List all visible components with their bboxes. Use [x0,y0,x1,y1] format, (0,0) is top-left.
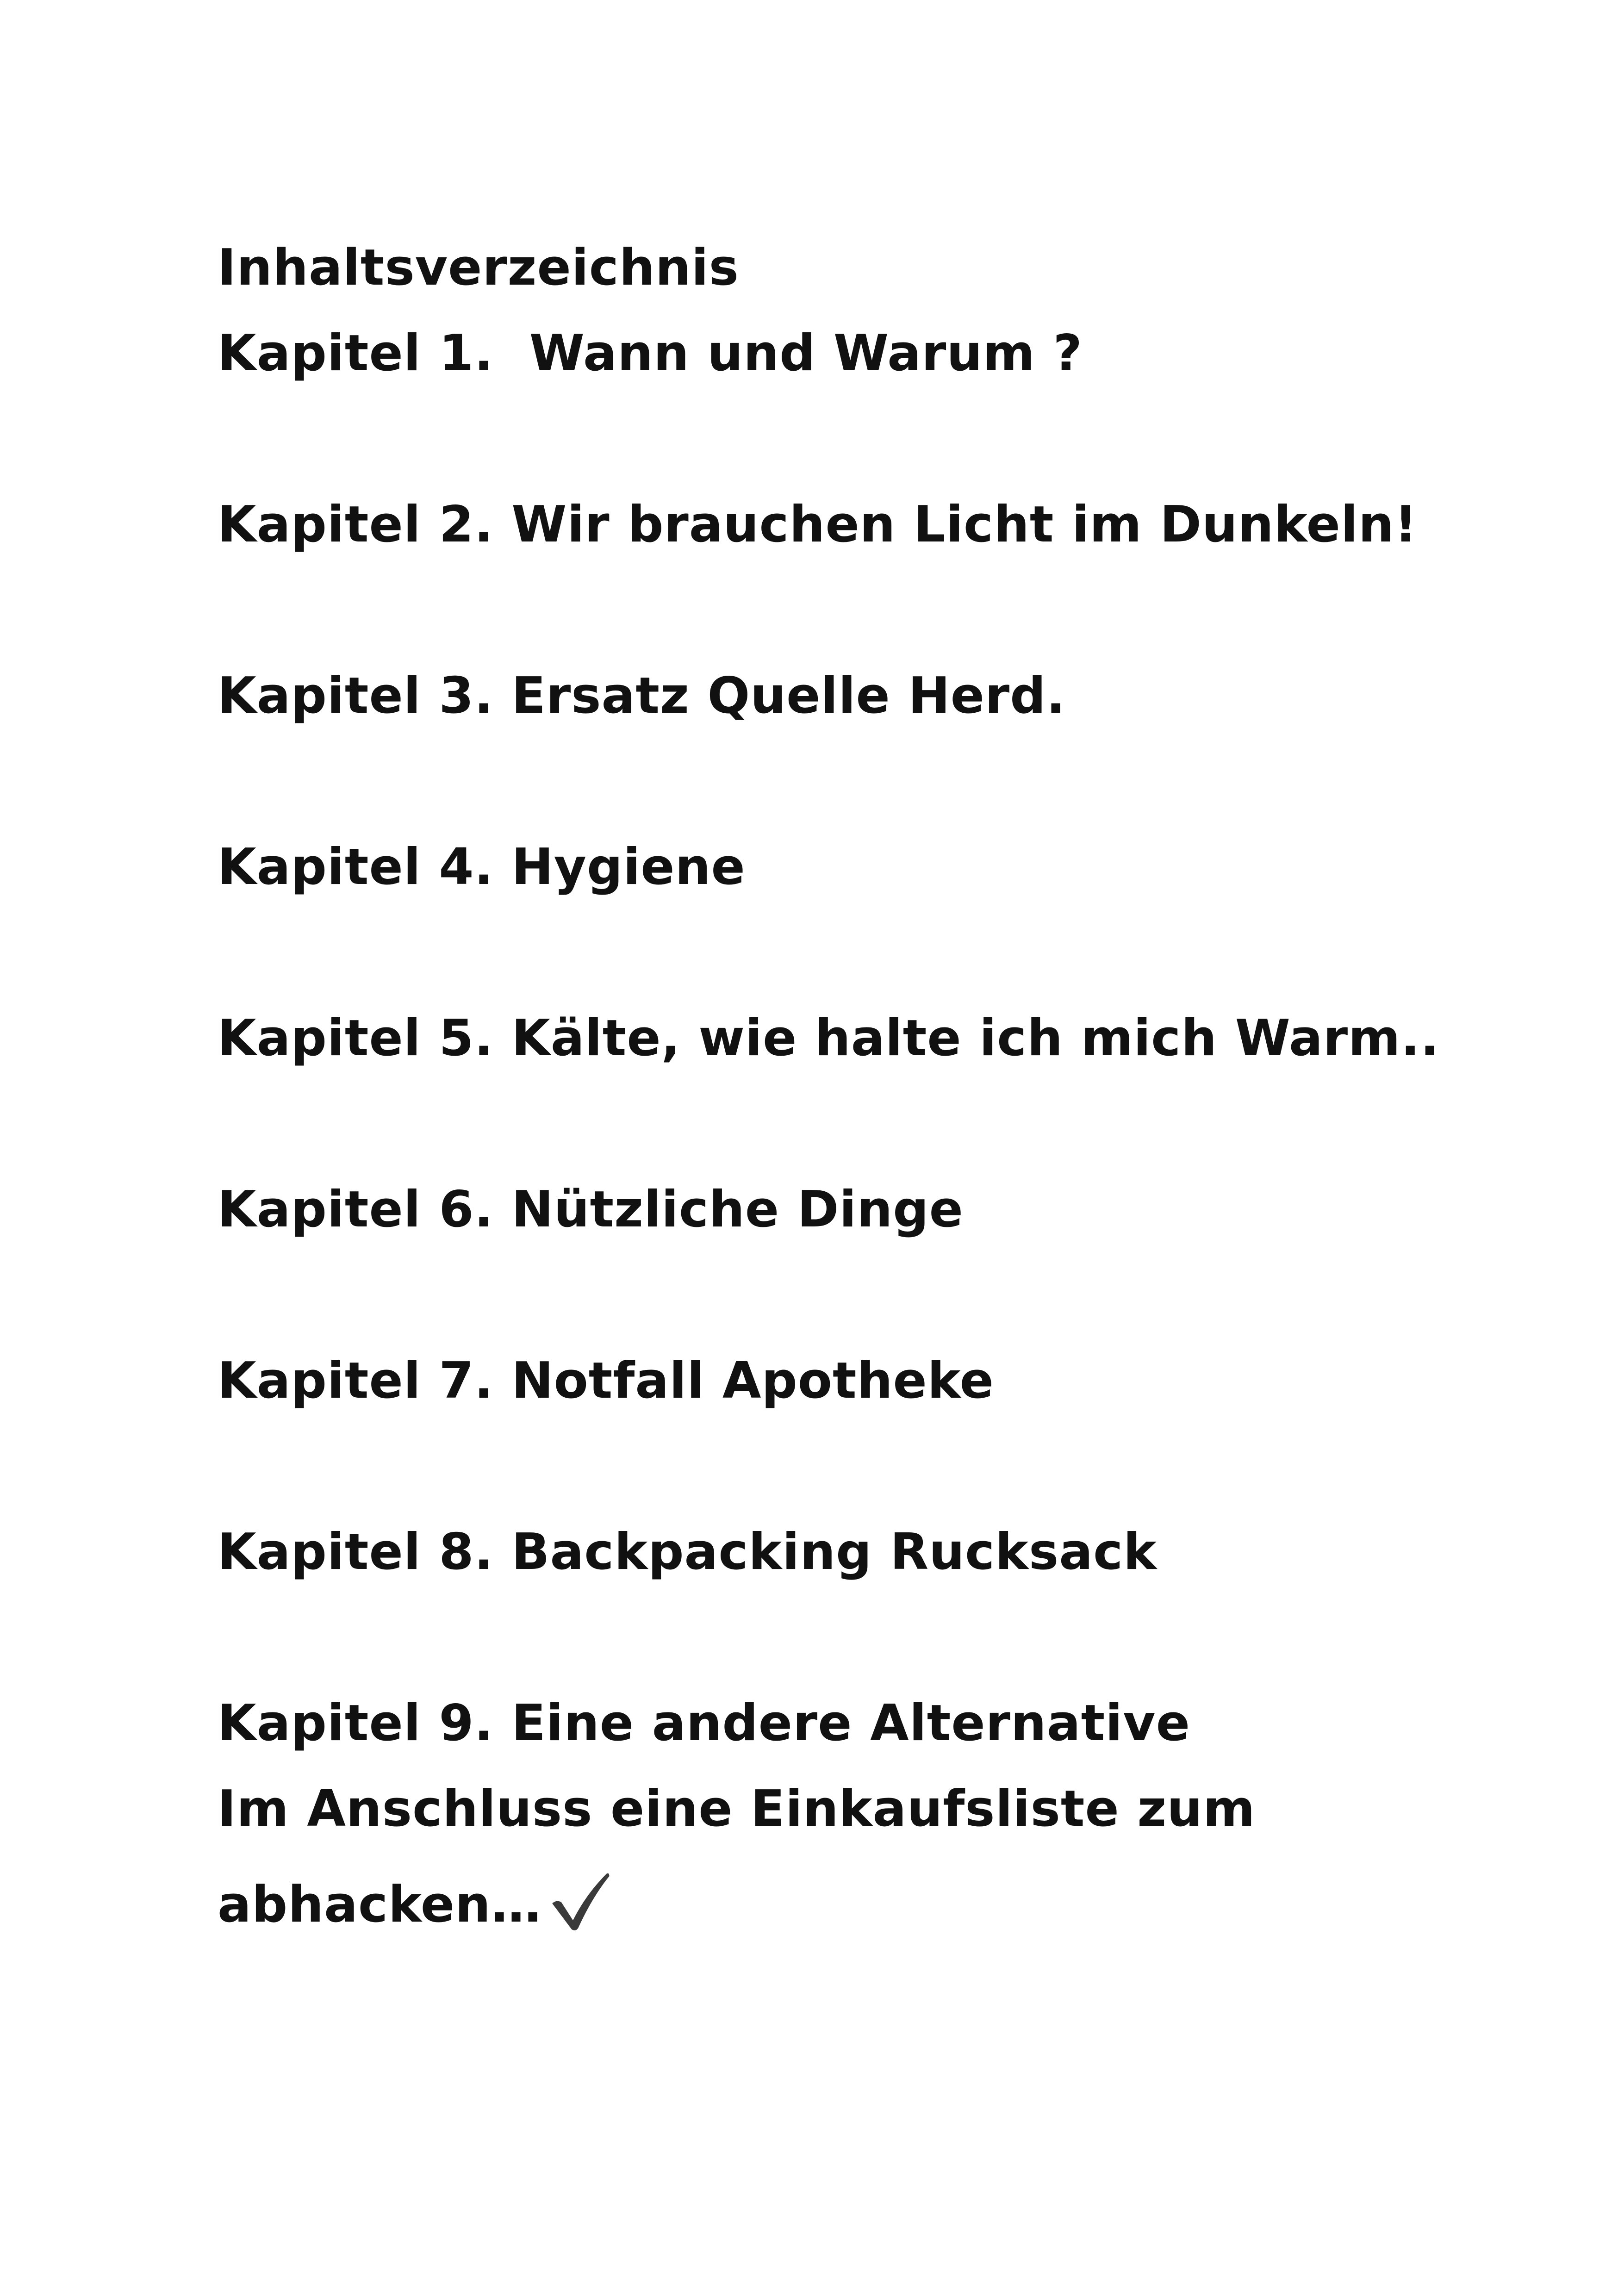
closing-line-1: Im Anschluss eine Einkaufsliste zum [218,1780,1256,1838]
chapter-title: Hygiene [511,838,746,896]
chapter-label: Kapitel 9. [218,1694,494,1752]
chapter-label: Kapitel 7. [218,1352,494,1410]
chapter-title: Kälte, wie halte ich mich Warm.. [511,1009,1440,1067]
chapter-title: Eine andere Alternative [511,1694,1190,1752]
chapter-label: Kapitel 1. [218,324,494,382]
toc-entry-3 [218,667,1066,725]
toc-entry-2 [218,496,1418,554]
chapter-label: Kapitel 6. [218,1181,494,1238]
toc-entry-9 [218,1694,1190,1752]
toc-entry-6 [218,1181,964,1238]
toc-entry-7 [218,1352,994,1410]
toc-entry-5 [218,1009,1440,1067]
chapter-title: Wir brauchen Licht im Dunkeln! [511,496,1418,554]
chapter-label: Kapitel 5. [218,1009,494,1067]
chapter-title: Backpacking Rucksack [511,1523,1157,1581]
toc-entry-1 [218,324,1083,382]
toc-heading: Inhaltsverzeichnis [218,239,739,297]
chapter-label: Kapitel 4. [218,838,494,896]
toc-entry-8 [218,1523,1157,1581]
chapter-title: Notfall Apotheke [511,1352,994,1410]
closing-text: abhacken… [218,1876,542,1934]
chapter-title: Nützliche Dinge [511,1181,964,1238]
toc-entry-4 [218,838,746,896]
closing-line-2 [218,1870,612,1935]
checkmark-icon [547,1870,612,1935]
chapter-label: Kapitel 2. [218,496,494,554]
chapter-label: Kapitel 8. [218,1523,494,1581]
chapter-label: Kapitel 3. [218,667,494,725]
chapter-title: Wann und Warum ? [529,324,1083,382]
chapter-title: Ersatz Quelle Herd. [511,667,1066,725]
